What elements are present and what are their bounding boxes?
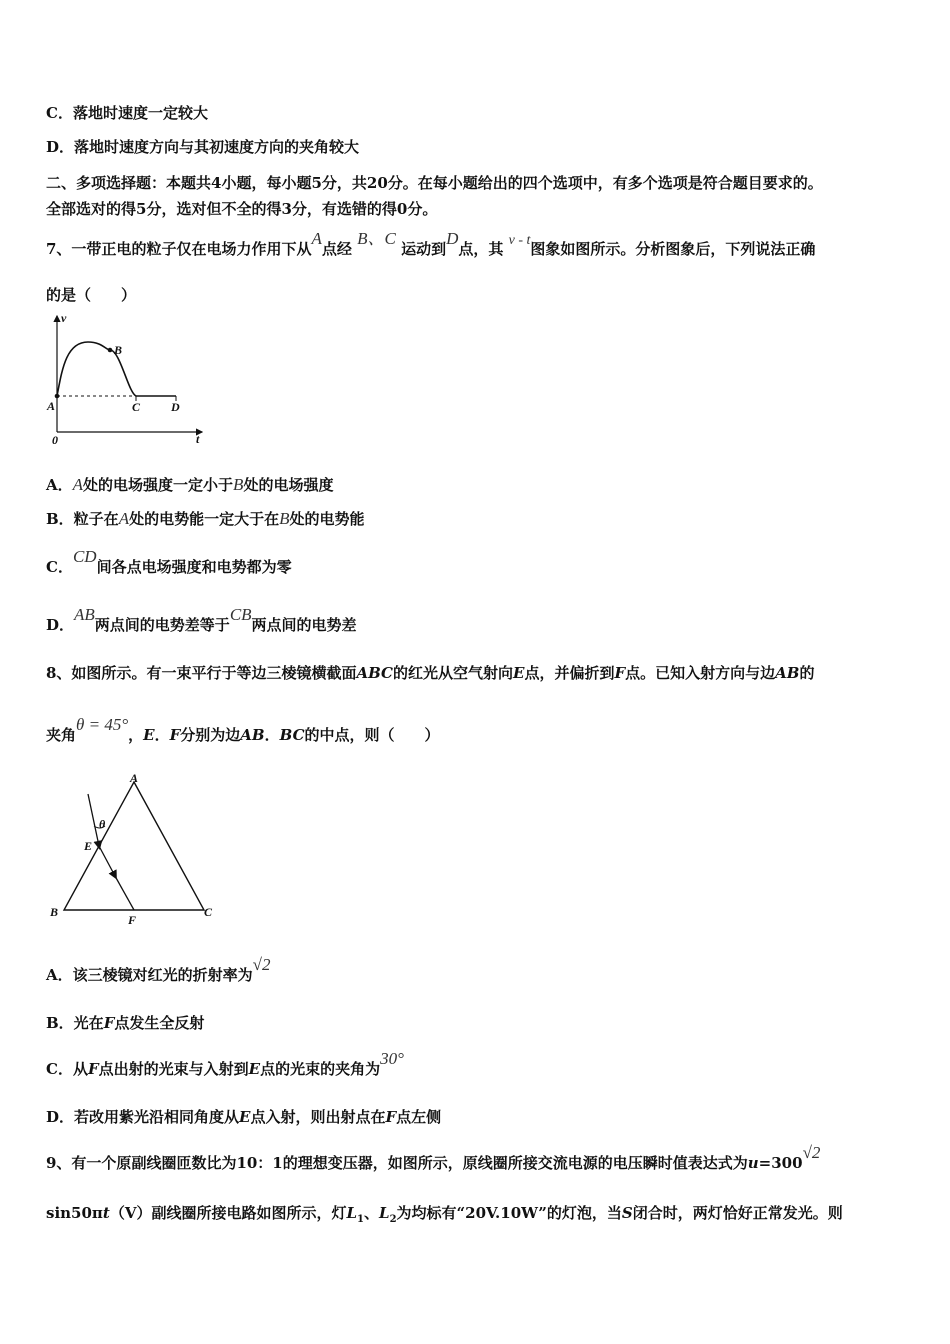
- q8-option-a: [46, 955, 271, 985]
- q7-math-bc: B、C: [357, 229, 396, 248]
- q8-text: 点，并偏折到: [524, 664, 615, 682]
- theta-label: θ: [99, 817, 106, 831]
- q9-text: 为均标有“20V.10W”的灯泡，当: [396, 1204, 622, 1222]
- math-cb: CB: [229, 605, 252, 624]
- label-d: D: [171, 400, 180, 414]
- math-abc: ABC: [356, 664, 393, 682]
- q9-text: 、: [364, 1204, 380, 1222]
- q9-stem-line2: [46, 1202, 843, 1225]
- math-b: B: [233, 475, 244, 494]
- math-l2: L: [379, 1204, 390, 1222]
- opt-text: 点的光束的夹角为: [260, 1060, 381, 1078]
- refracted-ray-arrow: [99, 846, 115, 876]
- v-axis-label: v: [61, 311, 67, 325]
- math-t: t: [102, 1204, 110, 1222]
- math-ab: AB: [775, 664, 800, 682]
- point-f-label: F: [128, 913, 137, 927]
- math-cd: CD: [72, 547, 97, 566]
- q7-math-d: D: [446, 229, 459, 248]
- label-b: B: [114, 343, 123, 357]
- math-f: F: [169, 726, 181, 744]
- q8-text: 分别为边: [180, 726, 241, 744]
- q7-text: 图象如图所示。分析图象后，下列说法正确: [530, 240, 816, 258]
- q7-text: 7、一带正电的粒子仅在电场力作用下从: [46, 240, 312, 258]
- q8-text: 夹角: [46, 726, 77, 744]
- math-f: F: [103, 1014, 115, 1032]
- q8-text: 点。已知入射方向与边: [625, 664, 776, 682]
- q8-stem-line2: [46, 715, 440, 745]
- q9-text: 9、有一个原副线圈匝数比为10：1的理想变压器，如图所示，原线圈所接交流电源的电压瞬时值表达式为: [46, 1154, 748, 1172]
- point-a-marker: [55, 394, 60, 399]
- q7-vt-graph: [44, 310, 214, 450]
- opt-text: D．若改用紫光沿相同角度从: [46, 1108, 240, 1126]
- option-c-prev: C．落地时速度一定较大: [46, 104, 208, 122]
- point-b-marker: [108, 348, 113, 353]
- opt-text: 两点间的电势差等于: [94, 616, 230, 634]
- math-s: S: [621, 1204, 633, 1222]
- label-a: A: [47, 399, 56, 413]
- q9-text: sin50π: [46, 1204, 103, 1222]
- math-a: A: [72, 475, 84, 494]
- math-l1: L: [346, 1204, 358, 1222]
- math-ab: AB: [74, 605, 95, 624]
- q8-text: 8、如图所示。有一束平行于等边三棱镜横截面: [46, 664, 357, 682]
- q9-stem-line1: [46, 1143, 821, 1173]
- opt-label: D．: [46, 616, 75, 634]
- q8-text: ．: [154, 726, 170, 744]
- q7-stem-line2: 的是（ ）: [46, 286, 137, 304]
- opt-text: 处的电势能一定大于在: [129, 510, 280, 528]
- math-f: F: [385, 1108, 397, 1126]
- opt-text: 点出射的光束与入射到: [98, 1060, 249, 1078]
- opt-text: B．光在: [46, 1014, 104, 1032]
- t-axis-label: t: [196, 432, 200, 446]
- opt-text: 间各点电场强度和电势都为零: [96, 558, 292, 576]
- q7-stem-line1: [46, 229, 816, 259]
- q8-option-b: [46, 1012, 204, 1033]
- q8-option-d: [46, 1106, 441, 1127]
- opt-text: A．该三棱镜对红光的折射率为: [46, 966, 253, 984]
- q9-text: 闭合时，两灯恰好正常发光。则: [632, 1204, 843, 1222]
- option-d-prev: D．落地时速度方向与其初速度方向的夹角较大: [46, 138, 360, 156]
- q8-text: 的红光从空气射向: [393, 664, 514, 682]
- opt-label: A．: [46, 476, 73, 494]
- q7-option-c: [46, 547, 292, 577]
- math-e: E: [143, 726, 155, 744]
- point-e-label: E: [84, 839, 93, 853]
- q7-option-b: [46, 508, 365, 529]
- opt-text: 点左侧: [396, 1108, 442, 1126]
- label-c: C: [132, 400, 141, 414]
- math-b: B: [279, 509, 290, 528]
- opt-text: 处的电场强度一定小于: [83, 476, 234, 494]
- refracted-ray: [115, 876, 134, 910]
- origin-label: 0: [52, 433, 58, 447]
- section-heading-line1: 二、多项选择题：本题共4小题，每小题5分，共20分。在每小题给出的四个选项中，有多个选项是符合题目要求的。: [46, 174, 823, 192]
- q8-stem-line1: [46, 662, 814, 683]
- vertex-c-label: C: [204, 905, 213, 919]
- math-f: F: [87, 1060, 99, 1078]
- q8-text: ，: [128, 726, 144, 744]
- opt-text: 两点间的电势差: [251, 616, 357, 634]
- q8-option-c: [46, 1049, 404, 1079]
- opt-text: 处的电场强度: [243, 476, 334, 494]
- q8-text: ．: [264, 726, 280, 744]
- q7-text: 运动到: [401, 240, 447, 258]
- opt-text: 点入射，则出射点在: [250, 1108, 386, 1126]
- math-ab: AB: [240, 726, 265, 744]
- subscript-1: 1: [357, 1214, 364, 1225]
- section-heading-line2: 全部选对的得5分，选对但不全的得3分，有选错的得0分。: [46, 200, 438, 218]
- opt-text: B．粒子在: [46, 510, 119, 528]
- math-f: F: [614, 664, 626, 682]
- q7-option-a: [46, 474, 333, 495]
- q8-text: 的中点，则（ ）: [304, 726, 440, 744]
- q7-text: 点，其: [458, 240, 504, 258]
- math-a: A: [118, 509, 130, 528]
- q7-math-vt: v - t: [508, 233, 531, 248]
- q9-text: =300: [758, 1154, 803, 1172]
- opt-label: C．: [46, 558, 73, 576]
- opt-text: C．从: [46, 1060, 88, 1078]
- q8-prism-figure: [44, 768, 234, 928]
- opt-text: 点发生全反射: [114, 1014, 205, 1032]
- subscript-2: 2: [389, 1214, 397, 1225]
- math-e: E: [248, 1060, 261, 1078]
- q9-text: （V）副线圈所接电路如图所示，灯: [109, 1204, 347, 1222]
- vertex-a-label: A: [130, 771, 139, 785]
- math-30deg: 30°: [380, 1049, 404, 1068]
- q8-text: 的: [799, 664, 815, 682]
- q7-option-d: [46, 605, 357, 635]
- math-theta: θ = 45°: [76, 715, 129, 734]
- q7-math-a: A: [311, 229, 322, 248]
- math-e: E: [513, 664, 525, 682]
- math-bc: BC: [279, 726, 305, 744]
- vertex-b-label: B: [50, 905, 59, 919]
- math-sqrt2: √2: [802, 1143, 821, 1162]
- q7-text: 点经: [321, 240, 352, 258]
- opt-text: 处的电势能: [289, 510, 365, 528]
- math-e: E: [239, 1108, 251, 1126]
- math-u: u: [747, 1154, 759, 1172]
- math-sqrt2: √2: [252, 955, 271, 974]
